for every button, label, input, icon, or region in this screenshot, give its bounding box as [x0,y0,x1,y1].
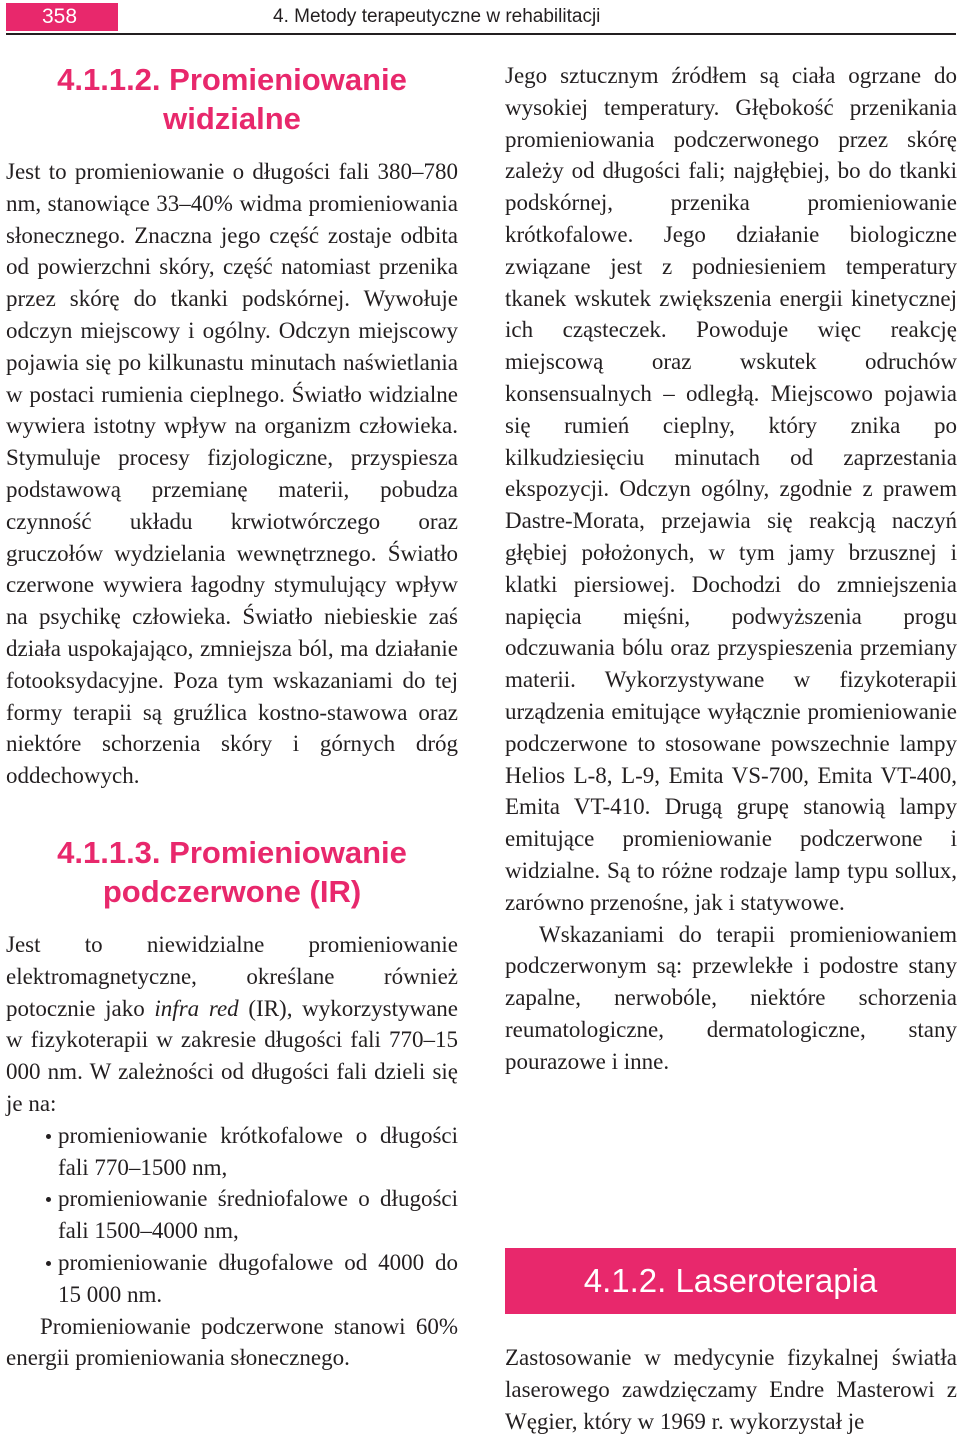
wavelength-list [6,1120,458,1311]
infrared-intro-text: Jest to niewidzialne promieniowanie elektromagnetyczne, określane również potocznie jako [6,931,458,1021]
infrared-continued-text: Jego sztucznym źródłem są ciała ogrzane do wysokiej temperatury. Głębokość przenikania promieniowania podczerwonego przez skórę zależy od długości fali; najgłębiej, bo do tkanki podskórnej, przenika promieniowanie krótkofalowe. Jego działanie biologiczne związane jest z podniesieniem temperatury tkanek wskutek zwiększenia energii kinetycznej ich cząsteczek. Powoduje więc reakcję miejscową oraz wskutek odruchów konsensualnych – odległą. Miejscowo pojawia się rumień cieplny, który znika po kilkudziesięciu minutach od zaprzestania ekspozycji. Odczyn ogólny, zgodnie z prawem Dastre-Morata, przejawia się reakcją naczyń głębiej położonych, w tym jamy brzusznej i klatki piersiowej. Dochodzi do zmniejszenia napięcia mięśni, podwyższenia progu odczuwania bólu oraz przyspieszenia przemiany materii. Wykorzystywane w fizykoterapii urządzenia emitujące wyłącznie promieniowanie podczerwone to stosowane powszechnie lampy Helios L-8, L-9, Emita VS-700, Emita VT-400, Emita VT-410. Drugą grupę stanowią lampy emitujące promieniowanie podczerwone i widzialne. Są to różne rodzaje lamp typu sollux, zarówno przenośne, jak i statywowe. [505,63,957,915]
right-column [505,60,957,1078]
laser-therapy-text-block [505,1342,957,1437]
section-title-visible-radiation [6,60,458,138]
section-banner-laser-therapy: 4.1.2. Laseroterapia [505,1248,956,1314]
section-title-infrared [6,833,458,911]
visible-radiation-text: Jest to promieniowanie o długości fali 380–780 nm, stanowiące 33–40% widma promieniowania słonecznego. Znaczna jego część zostaje odbita od powierzchni skóry, część natomiast przenika przez skórę do tkanki podskórnej. Wywołuje odczyn miejscowy i ogólny. Odczyn miejscowy pojawia się po kilkunastu minutach naświetlania w postaci rumienia cieplnego. Światło widzialne wywiera istotny wpływ na organizm człowieka. Stymuluje procesy fizjologiczne, przyspiesza podstawową przemianę materii, pobudza czynność układu krwiotwórczego oraz gruczołów wydzielania wewnętrznego. Światło czerwone wywiera łagodny stymulujący wpływ na psychikę człowieka. Światło niebieskie zaś działa uspokajająco, zmniejsza ból, ma działanie fotooksydacyjne. Poza tym wskazaniami do tej formy terapii są gruźlica kostno-stawowa oraz niektóre schorzenia skóry i górnych dróg oddechowych. [6,159,458,789]
section-title-line: 4.1.1.3. Promieniowanie [57,834,407,870]
list-item: promieniowanie krótkofalowe o długości fali 770–1500 nm, [6,1120,458,1184]
running-title: 4. Metody terapeutyczne w rehabilitacji [273,6,601,27]
left-column [6,60,458,1374]
infrared-indications: Wskazaniami do terapii promieniowaniem podczerwonym są: przewlekłe i podostre stany zapalne, nerwobóle, niektóre schorzenia reumatologiczne, dermatologiczne, stany pourazowe i inne. [505,921,957,1074]
page-header [0,0,960,36]
infrared-intro [6,929,458,1120]
list-item: promieniowanie długofalowe od 4000 do 15 000 nm. [6,1247,458,1311]
section-title-line: 4.1.1.2. Promieniowanie [57,62,407,97]
page-number: 358 [6,3,118,31]
infrared-closing: Promieniowanie podczerwone stanowi 60% energii promieniowania słonecznego. [6,1313,458,1371]
header-rule [6,33,956,35]
infra-red-term: infra red [154,995,239,1021]
laser-therapy-text: Zastosowanie w medycynie fizykalnej światła laserowego zawdzięczamy Endre Masterowi z Węgier, który w 1969 r. wykorzystał je [505,1345,957,1434]
infrared-intro-text: (IR), wykorzystywane w fizykoterapii w zakresie długości fali 770–15 000 nm. W zależności od długości fali dzieli się je na: [6,995,458,1116]
section-title-line: podczerwone (IR) [102,873,362,909]
list-item: promieniowanie średniofalowe o długości fali 1500–4000 nm, [6,1183,458,1247]
section-title-line: widzialne [163,101,301,136]
